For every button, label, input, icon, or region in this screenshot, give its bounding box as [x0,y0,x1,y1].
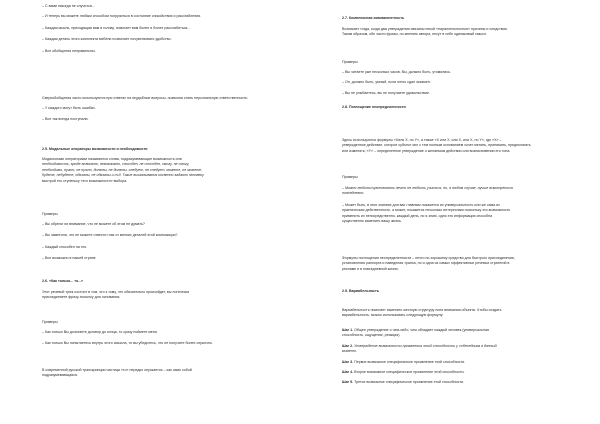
step-item: Шаг 4. Второе возможное специфическое проявление этой способности. [342,370,465,375]
list-item: – Каждая деталь этого комплекта мебели позволяет почувствовать удобство. [42,37,172,42]
list-item: практическая действенность, а может, покажется несколько интересным поскольку это возможность [342,208,511,213]
paragraph-line: В современной русской транскрипции частица «то» нередко опускается – как само собой [42,368,192,372]
section-2-9-title: 2.9. Вариабельность [342,289,379,293]
section-2-8-body [342,138,592,154]
list-item: – Он, должно быть, умный, если легко сдал экзамен. [342,80,431,85]
paragraph-line: установления раппорта и наведения транса, но и одна из самых эффективных речевых стратегий в [342,261,510,266]
section-2-9-body [342,308,592,319]
list-item: – Вы не улыбаетесь, вы не получаете удовольствие. [342,90,430,95]
paragraph-line: Формулы поглощения неопределенности – нечто по-хорошему средство для быстрого присоединения, [342,256,515,260]
paragraph-line: выстрой его ступеньку «его возможности» выбора. [42,178,128,183]
examples-label: Примеры [342,175,358,179]
step-item: Шаг 5. Третье возможное специфическое проявление этой способности. [342,380,465,385]
intro-list [42,4,290,54]
step-item: Шаг 3. Первое возможное специфическое проявление этой способности. [342,359,466,364]
paragraph-line: Вариабельность помогает изменить жесткую структуру поля внимания объекта. Чтобы создать [342,308,502,312]
list-item: повседневно. [342,191,365,196]
list-item: – Все возможно в нашей стране [42,256,96,261]
section-2-8-closing [342,256,592,272]
step-item: Шаг 2. Утверждение возможности проявления этой способности у собеседника в данный [342,343,497,348]
steps-list [342,328,592,386]
paragraph-line: будете, небудете, обязаны, не обязаны и т.д. Такие высказывания косвенно задают человеку [42,173,204,178]
paragraph-line: Здесь используются формулы «Хиля X, но Y», а также «X или X, или X, или X, но Y», где «X» – [342,138,502,142]
paragraph-line: Таким образом, обе части фразы, по мнению автора, несут в себе одинаковый смысл. [342,32,487,37]
paragraph-line: Этот речевой трюк состоит в том, что к тому, что обязательно произойдет, вы логически [42,290,190,294]
step-item-cont: момент. [342,349,357,354]
section-2-5-body [42,157,290,184]
section-2-5-title: 2.5. Модальные операторы возможности и необходимости [42,147,148,151]
list-item: – И теперь вы можете любым способом погрузиться в состояние спокойствия и расслабления. [42,14,202,19]
section-2-6-closing [42,368,290,379]
section-2-7-title: 2.7. Комплексная эквивалентность [342,16,405,20]
section-2-7-examples [342,70,592,96]
paragraph-line: подразумевающаяся. [42,373,78,378]
list-item: – Можно любить/чувствовать нечто не любить учиться, но, в любом случае, лучше всмотреться [342,186,513,190]
list-item: – Все так всегда поступали. [42,116,89,121]
paragraph-line: рекламе и в повседневной жизни. [342,266,399,271]
list-item: – Вы читаете уже несколько часов. Вы, должно быть, утомились. [342,70,451,74]
paragraph-line: необходимо, нужно, не нужно, должны, не должны, следует, не следует, можете, не можете, [42,167,203,172]
list-item: – Вы обрели ли внимание, что не можете об этом не думать? [42,222,145,226]
list-item: – Каждый способен на это. [42,244,88,249]
step-item-cont: способность, ощущение, реакция). [342,333,401,338]
section-2-6-examples [42,330,290,347]
paragraph-line: необходимость, вроде возможно, невозможно, способен, не способен, смогу, не смогу, [42,162,190,167]
list-item: – С вами никогда не случится... [42,4,95,8]
list-item: – Все обобщения неправильны. [42,48,96,53]
list-item: применить их непосредственно, каждый день, но я знаю, одно это информация способна [342,213,493,218]
section-2-8-title: 2.8. Поглощение неопределенности [342,105,406,109]
paragraph-line: вариабельность, можно использовать следующую формулу: [342,313,444,318]
paragraph-line: Модальными операторами называются слова, подразумевающие возможность или [42,157,182,161]
paragraph-line: присоединяете фразу-посылку для основания. [42,295,121,300]
list-item: существенно изменить вашу жизнь. [342,219,402,224]
section-2-7-body [342,27,592,38]
paragraph-line: или изменять; «Y» – определенное утверждение о желаемом действии или возникновении его тона. [342,148,511,153]
section-2-8-examples [342,186,592,224]
examples-label: Примеры [42,212,58,216]
list-item: – Как только Вы попытаетесь внутрь этого смысла, то вы убедитесь, что не получите более серьезно. [42,341,213,346]
section-2-6-title: 2.6. «Как только... то...» [42,279,84,283]
paragraph: Сверхобобщения часто используются при ответах на неудобные вопросы, позволяя снять персональную ответственность: [42,96,248,100]
list-item: – Вы заметили, что не можете отвести глаз от мелких деталей этой композиции? [42,233,178,238]
list-item: – У каждого могут быть ошибки. [42,106,96,111]
examples-label: Примеры [42,320,58,324]
section-2-5-examples [42,222,290,262]
step-item: Шаг 1. Общее утверждение о чем-либо, чем обладает каждый человек (универсальная [342,328,489,332]
examples-label: Примеры [342,60,358,64]
paragraph-line: утвержденное действие, которое субъект мог с тем полным основанием хочет менять, принимать, предполагать [342,143,531,148]
list-item: – Как только Вы дочитаете договор до конца, то сразу поймете меня. [42,330,158,334]
overgeneral-block [42,96,290,122]
paragraph-line: Возникает тогда, когда два утверждения связаны некой «параллельностью» причины и следствия. [342,27,508,31]
list-item: – Каждая мысль, приходящая вам в голову, помогает вам более и более расслабиться... [42,25,191,30]
section-2-6-body [42,290,290,301]
list-item: – Может быть, в этих знаниях для вас главным покажется их универсальность или же сама их [342,202,500,207]
